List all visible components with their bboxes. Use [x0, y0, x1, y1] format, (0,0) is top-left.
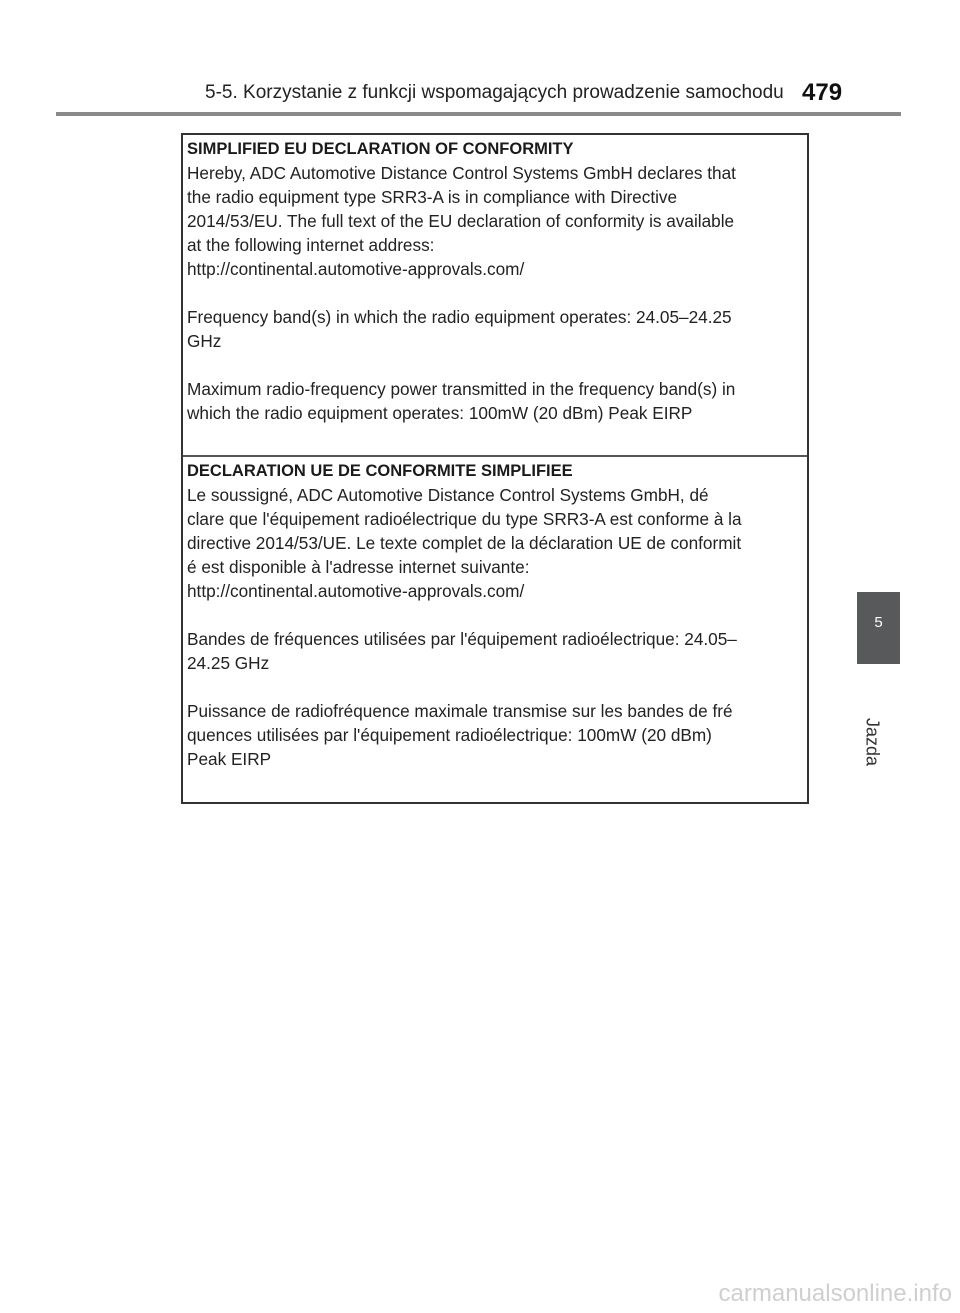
header-divider	[56, 112, 901, 116]
url-line: http://continental.automotive-approvals.com/	[187, 581, 525, 601]
url-line: http://continental.automotive-approvals.com/	[187, 259, 525, 279]
watermark: carmanualsonline.info	[718, 1280, 952, 1307]
fr-declaration-section	[183, 455, 807, 804]
text-line: GHz	[187, 331, 222, 351]
text-line: Puissance de radiofréquence maximale transmise sur les bandes de fré	[187, 701, 733, 721]
page-number: 479	[802, 79, 843, 106]
text-line: 24.25 GHz	[187, 653, 270, 673]
paragraph-gap	[187, 603, 803, 627]
page-header-title: 5-5. Korzystanie z funkcji wspomagających prowadzenie samochodu	[205, 82, 784, 103]
text-line: Peak EIRP	[187, 749, 272, 769]
fr-declaration-text	[187, 483, 803, 771]
chapter-label-text: Jazda	[862, 718, 883, 767]
text-line: the radio equipment type SRR3-A is in compliance with Directive	[187, 187, 678, 207]
eu-declaration-title: SIMPLIFIED EU DECLARATION OF CONFORMITY	[187, 140, 574, 158]
paragraph-gap	[187, 353, 803, 377]
chapter-label	[851, 708, 883, 767]
eu-declaration-section	[183, 135, 807, 455]
text-line: Frequency band(s) in which the radio equipment operates: 24.05–24.25	[187, 307, 732, 327]
text-line: directive 2014/53/UE. Le texte complet de la déclaration UE de conformit	[187, 533, 742, 553]
text-line: 2014/53/EU. The full text of the EU declaration of conformity is available	[187, 211, 735, 231]
text-line: at the following internet address:	[187, 235, 435, 255]
eu-declaration-text	[187, 161, 803, 425]
paragraph-gap	[187, 281, 803, 305]
chapter-tab	[857, 592, 900, 664]
text-line: é est disponible à l'adresse internet suivante:	[187, 557, 530, 577]
text-line: quences utilisées par l'équipement radioélectrique: 100mW (20 dBm)	[187, 725, 712, 745]
text-line: clare que l'équipement radioélectrique du type SRR3-A est conforme à la	[187, 509, 742, 529]
text-line: Maximum radio-frequency power transmitted in the frequency band(s) in	[187, 379, 736, 399]
text-line: Bandes de fréquences utilisées par l'équipement radioélectrique: 24.05–	[187, 629, 737, 649]
text-line: which the radio equipment operates: 100mW (20 dBm) Peak EIRP	[187, 403, 693, 423]
fr-declaration-title: DECLARATION UE DE CONFORMITE SIMPLIFIEE	[187, 462, 573, 480]
text-line: Hereby, ADC Automotive Distance Control Systems GmbH declares that	[187, 163, 736, 183]
paragraph-gap	[187, 675, 803, 699]
chapter-number: 5	[874, 614, 883, 631]
declaration-box	[181, 133, 809, 804]
text-line: Le soussigné, ADC Automotive Distance Control Systems GmbH, dé	[187, 485, 709, 505]
